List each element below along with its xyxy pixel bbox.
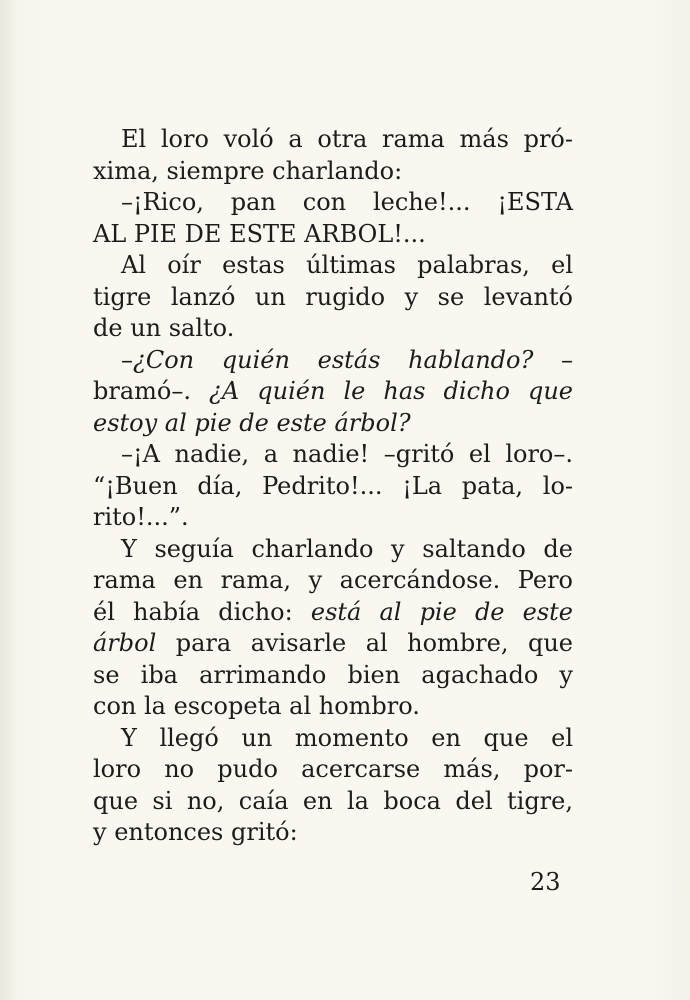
text-line: de un salto.	[93, 314, 235, 342]
text-line: tigre lanzó un rugido y se levantó	[93, 282, 573, 311]
text-line: rama en rama, y acercándose. Pero	[93, 566, 573, 594]
text-line: con la escopeta al hombro.	[93, 692, 420, 720]
text-line: que si no, caía en la boca del tigre,	[93, 786, 573, 815]
text-line: rito!...”.	[93, 503, 189, 531]
text-line: él había dicho: está al pie de este	[93, 597, 573, 626]
text-line: Y llegó un momento en que el	[121, 723, 573, 752]
page-number: 23	[530, 868, 561, 896]
text-line: Y seguía charlando y saltando de	[121, 534, 573, 563]
text-line: bramó–. ¿A quién le has dicho que	[93, 377, 573, 405]
text-line: –¡Rico, pan con leche!... ¡ESTA	[121, 188, 573, 216]
text-line: estoy al pie de este árbol?	[93, 408, 411, 437]
text-line: –¡A nadie, a nadie! –gritó el loro–.	[121, 440, 573, 468]
text-line: El loro voló a otra rama más pró-	[121, 125, 573, 153]
text-line: –¿Con quién estás hablando? –	[121, 345, 573, 374]
body-text	[93, 124, 573, 849]
text-line: y entonces gritó:	[93, 818, 298, 846]
text-line: “¡Buen día, Pedrito!... ¡La pata, lo-	[93, 471, 573, 500]
text-line: árbol para avisarle al hombre, que	[93, 629, 573, 657]
text-line: loro no pudo acercarse más, por-	[93, 755, 573, 783]
text-line: se iba arrimando bien agachado y	[93, 660, 573, 689]
text-line: Al oír estas últimas palabras, el	[121, 251, 573, 279]
text-line: xima, siempre charlando:	[93, 156, 403, 185]
text-line: AL PIE DE ESTE ARBOL!...	[93, 219, 426, 248]
